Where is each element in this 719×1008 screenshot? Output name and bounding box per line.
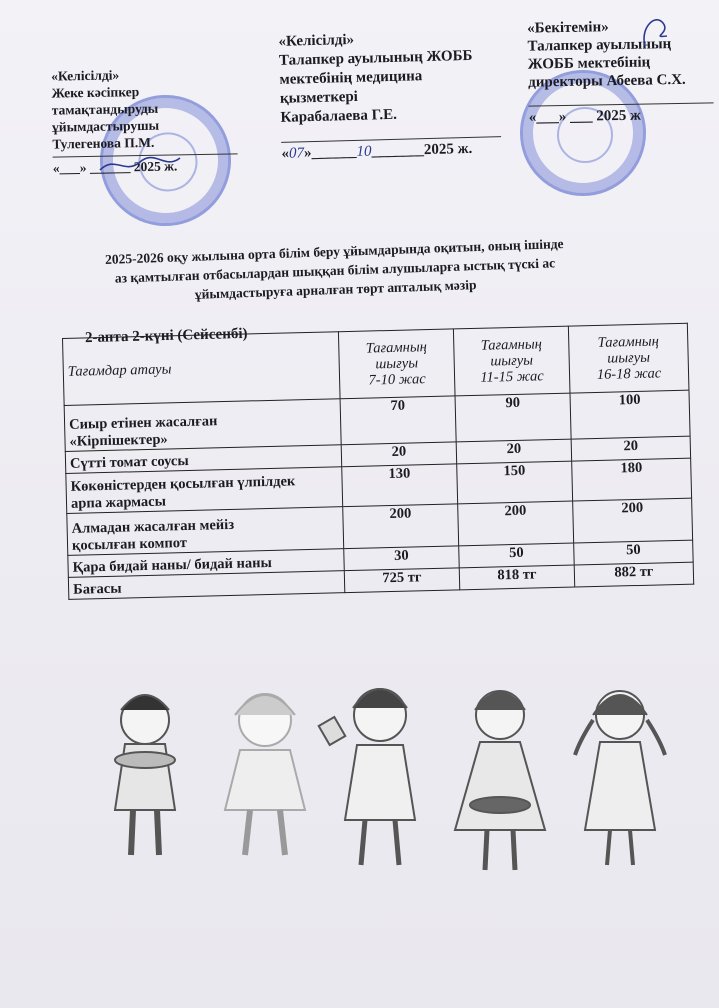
portion-value: 180 [572,458,692,501]
header-dish-name: Тағамдар атауы [63,332,341,406]
approval-line: Талапкер ауылының ЖОББ [278,47,473,69]
day-label: 2-апта 2-күні (Сейсенбі) [84,325,248,347]
portion-value: 20 [456,439,572,464]
approval-line: ЖОББ мектебінің [527,54,651,73]
portion-value: 130 [342,464,458,507]
approval-title: «Келісілді» [51,67,120,84]
header-age-16-18: Тағамның шығуы 16-18 жас [568,323,689,393]
portion-value: 100 [570,390,690,439]
approval-line: Жеке кәсіпкер [51,84,140,101]
approval-medical-worker [278,27,501,164]
portion-value: 90 [455,393,571,442]
portion-value: 20 [571,436,691,461]
price-value: 818 тг [459,565,575,590]
header-age-7-10: Тағамның шығуы 7-10 жас [338,329,455,399]
portion-value: 200 [343,504,459,549]
dish-name: Көкөністерден қосылған үлпілдек арпа жармасы [66,467,343,514]
approval-date: «___» ______ 2025 ж. [53,153,238,176]
portion-value: 70 [340,396,456,445]
approval-date: «___» ___ 2025 ж [529,102,714,126]
portion-value: 200 [573,498,693,543]
date-month: 10 [356,143,372,160]
approval-line: тамақтандыруды [51,100,159,118]
price-value: 882 тг [574,562,694,587]
dish-name: Алмадан жасалған мейіз қосылған компот [67,507,344,556]
approval-title: «Келісілді» [278,31,355,50]
approval-line: мектебінің медицина [279,68,423,88]
approval-line: Тулегенова П.М. [52,134,155,152]
header-age-11-15: Тағамның шығуы 11-15 жас [453,326,570,396]
portion-value: 50 [459,543,575,568]
price-value: 725 тг [344,568,460,593]
signature-left [95,150,185,180]
portion-value: 150 [457,461,573,504]
children-illustration [95,680,695,880]
approval-line: ұйымдастырушы [51,117,160,135]
price-label: Бағасы [68,571,344,600]
signature-right [635,8,675,53]
date-day: 07 [288,145,305,162]
portion-value: 20 [341,442,457,467]
approval-date: «07»______10_______2025 ж. [281,136,502,164]
approval-line: Талапкер ауылының [527,36,672,55]
portion-value: 50 [574,540,694,565]
menu-heading: 2025-2026 оқу жылына орта білім беру ұйымдарында оқитын, оның ішінде аз қамтылған отбасылардан шыққан білім алушыларға ыстық түскі ас ұйымдастыруға арналған төрт апталық мәзір [104,236,564,302]
portion-value: 30 [344,546,460,571]
approval-line: директоры Абеева С.Х. [528,71,686,91]
portion-value: 200 [458,501,574,546]
approval-title: «Бекітемін» [527,19,609,37]
dish-name: Сүтті томат соусы [65,445,341,474]
dish-name: Сиыр етінен жасалған «Кірпішектер» [64,399,341,452]
date-year: 2025 ж. [423,140,473,159]
menu-table [62,323,693,600]
approval-director [527,16,714,126]
approval-line: қызметкері [279,88,359,107]
dish-name: Қара бидай наны/ бидай наны [68,549,344,578]
approval-line: Карабалаева Г.Е. [280,106,398,126]
